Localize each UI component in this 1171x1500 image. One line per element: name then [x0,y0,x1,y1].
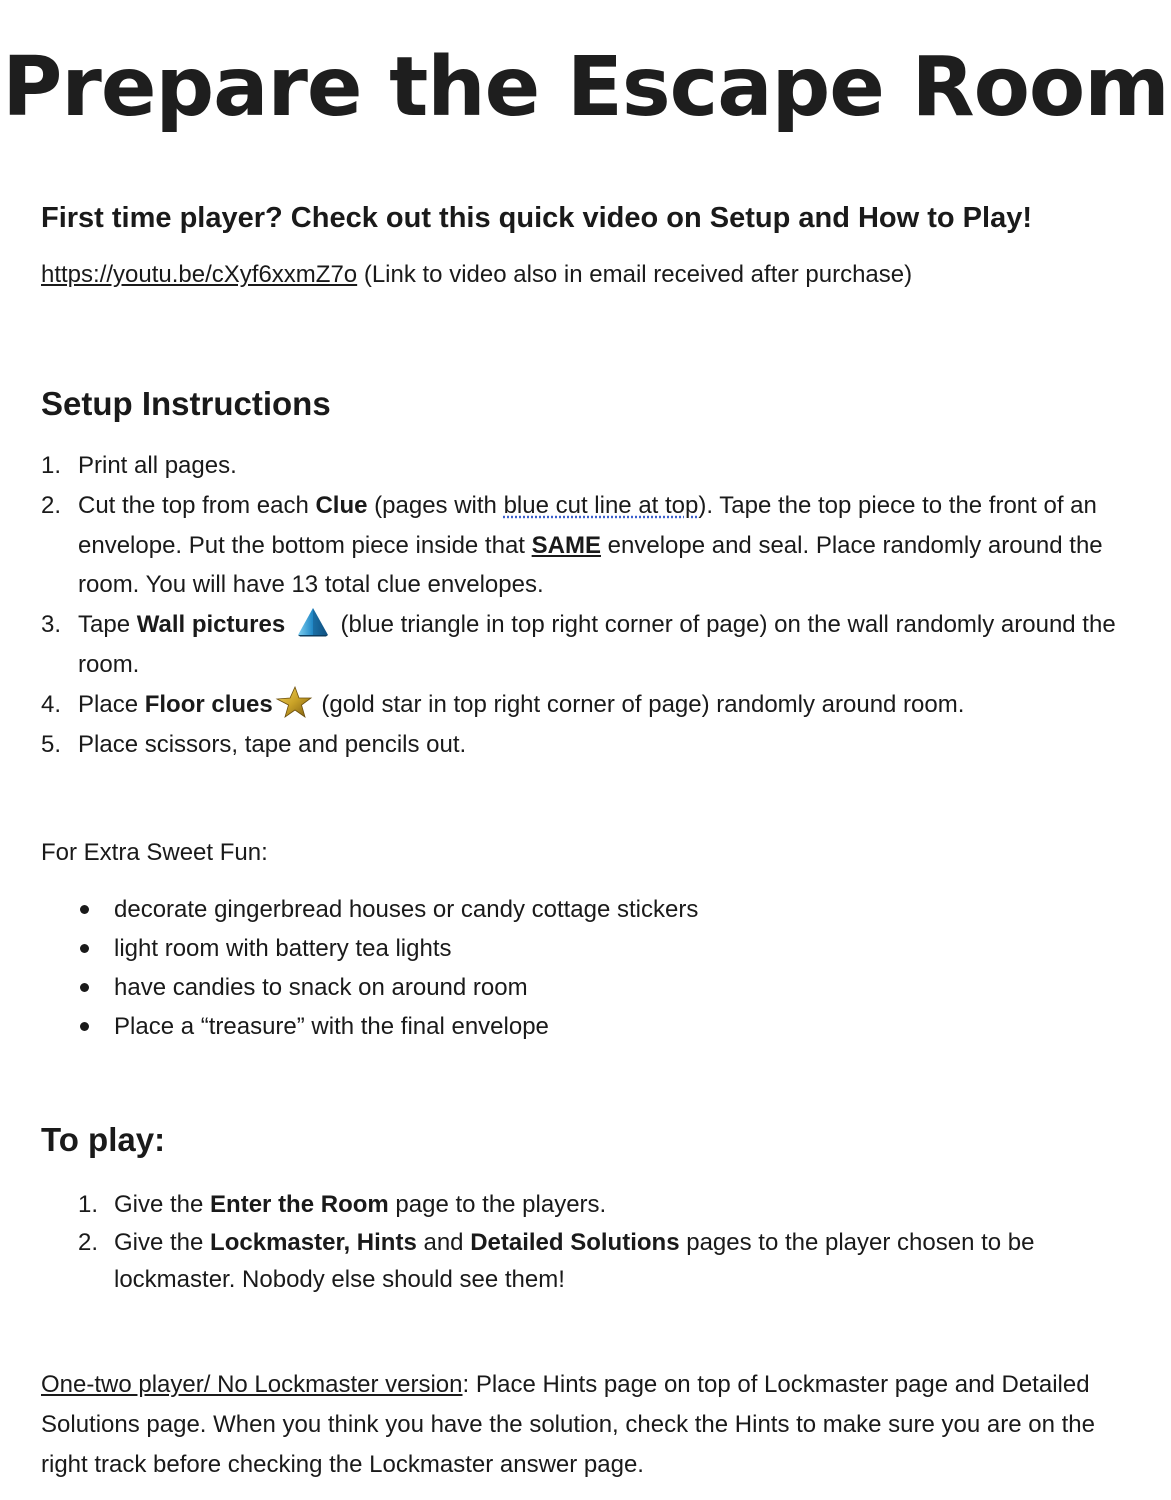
setup-steps-list [41,446,1135,764]
bullet-icon [80,944,89,953]
play-step [41,1186,1135,1224]
step-number: 4. [41,690,62,718]
step-text-post: page to the players. [388,1191,607,1218]
step-text-pre: Cut the top from each [78,491,316,519]
step-bold-enter-room: Enter the Room [210,1191,389,1218]
step-bold-clue: Clue [315,491,368,519]
video-link-note: (Link to video also in email received after purchase) [357,261,913,288]
list-item [41,929,1135,968]
step-text-mid: (pages with [367,491,504,519]
setup-step [41,725,1135,765]
list-item [41,968,1135,1007]
extra-fun-label: For Extra Sweet Fun: [41,839,268,866]
list-item [41,1007,1135,1046]
step-bold-wall-pictures: Wall pictures [136,611,286,639]
step-text-pre: Place [78,690,145,718]
setup-step [41,605,1135,685]
step-text-post1: ). Tape the top piece to the front of an envelope. Put the bottom piece inside that [78,491,1097,559]
list-item-text: decorate gingerbread houses or candy cottage stickers [114,896,699,923]
video-link-line [41,258,1135,292]
step-text: Place scissors, tape and pencils out. [78,730,467,758]
bullet-icon [80,905,89,914]
gold-star-icon [273,686,313,720]
step-bold-detailed-solutions: Detailed Solutions [470,1228,680,1256]
page-title: Prepare the Escape Room [2,40,1169,135]
play-heading: To play: [41,1121,166,1158]
step-text-pre: Give the [114,1191,211,1218]
step-number: 1. [78,1191,99,1218]
list-item-text: Place a “treasure” with the final envelope [114,1013,549,1040]
setup-heading: Setup Instructions [41,385,331,422]
step-text-post2: envelope and seal. Place randomly around the room. You will have 13 total clue envelopes. [78,531,1103,599]
step-number: 2. [41,491,62,519]
list-item-text: have candies to snack on around room [114,974,528,1001]
step-same-emphasis: SAME [531,531,601,559]
list-item-text: light room with battery tea lights [114,935,452,962]
intro-heading: First time player? Check out this quick video on Setup and How to Play! [41,202,1032,234]
setup-step [41,486,1135,605]
step-number: 2. [78,1228,99,1256]
setup-step [41,446,1135,486]
step-bold-floor-clues: Floor clues [144,690,273,718]
setup-step [41,685,1135,725]
play-step [41,1224,1135,1299]
step-number: 1. [41,452,62,479]
blue-triangle-icon [296,607,330,637]
step-text-post: (blue triangle in top right corner of page) on the wall randomly around the room. [78,611,1116,678]
step-text-pre: Tape [78,611,137,639]
solo-version-paragraph [41,1365,1135,1484]
step-text-mid: and [416,1228,471,1256]
bullet-icon [80,1022,89,1031]
step-number: 3. [41,611,62,639]
step-text-post: pages to the player chosen to be lockmaster. Nobody else should see them! [114,1228,1035,1293]
video-link[interactable]: https://youtu.be/cXyf6xxmZ7o [41,261,358,288]
solo-version-text: : Place Hints page on top of Lockmaster page and Detailed Solutions page. When you think you have the solution, check the Hints to make sure you are on the right track before checking the Lockmaster answer page. [41,1371,1095,1478]
step-number: 5. [41,730,62,758]
bullet-icon [80,983,89,992]
step-text-pre: Give the [114,1228,211,1256]
step-text: Print all pages. [78,452,237,479]
extra-fun-list [41,890,1135,1046]
solo-version-label: One-two player/ No Lockmaster version [41,1371,463,1398]
list-item [41,890,1135,929]
step-bold-lockmaster-hints: Lockmaster, Hints [210,1228,417,1256]
step-text-post: (gold star in top right corner of page) randomly around room. [314,690,965,718]
play-steps-list [41,1186,1135,1299]
step-dotted-text: blue cut line at top [503,491,699,519]
